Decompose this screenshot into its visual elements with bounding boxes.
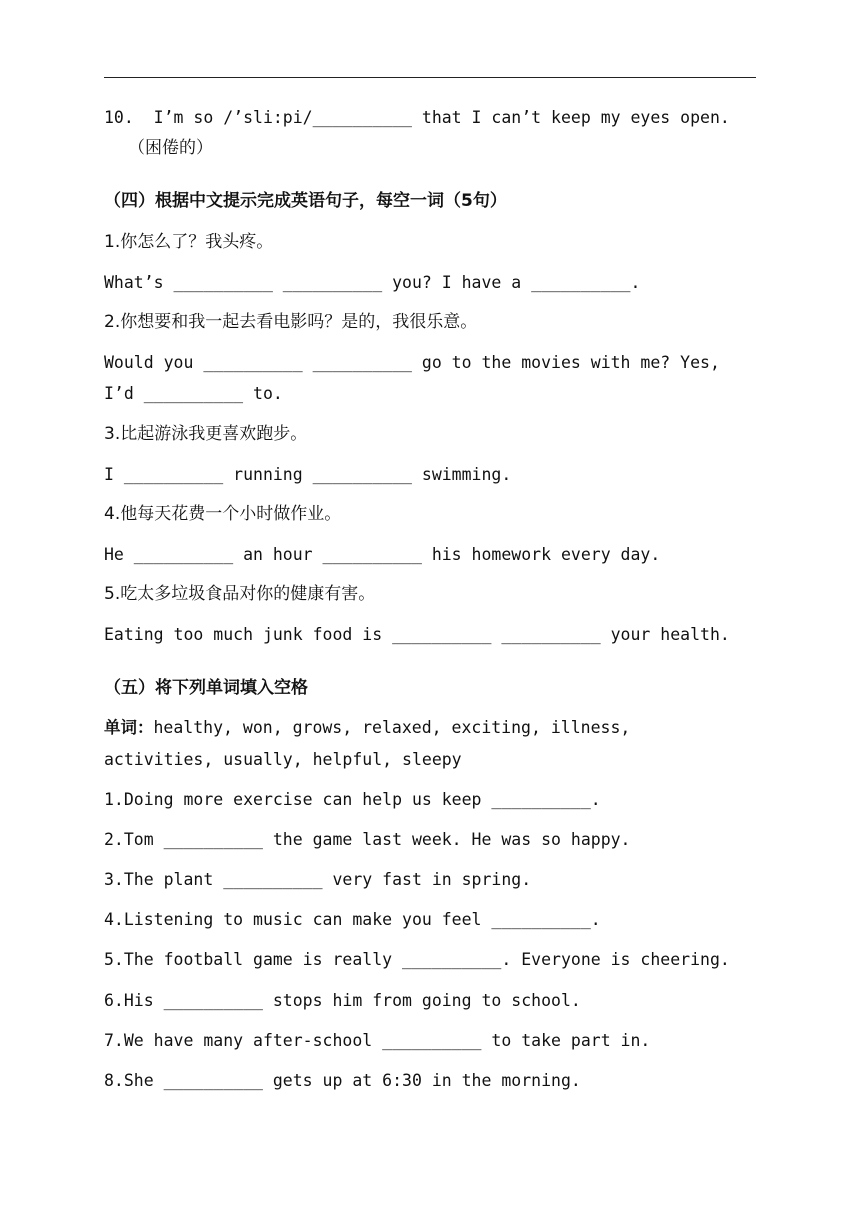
word-bank-words-1: healthy, won, grows, relaxed, exciting, illness, (153, 718, 631, 737)
question-10-hint: （困倦的） (128, 138, 213, 158)
word-bank-line-1 (104, 720, 630, 737)
s5-item-3: 3.The plant __________ very fast in spring. (104, 870, 532, 889)
s4-item-5-chinese: 5.吃太多垃圾食品对你的健康有害。 (104, 584, 376, 604)
s4-item-4-english: He __________ an hour __________ his homework every day. (104, 545, 661, 564)
word-bank-label: 单词： (104, 718, 154, 737)
s4-item-2-chinese: 2.你想要和我一起去看电影吗？是的，我很乐意。 (104, 312, 478, 332)
header-rule (104, 77, 756, 78)
s5-item-2: 2.Tom __________ the game last week. He was so happy. (104, 830, 631, 849)
s4-item-3-english: I __________ running __________ swimming. (104, 465, 512, 484)
s5-item-7: 7.We have many after-school __________ to take part in. (104, 1031, 651, 1050)
s4-item-2-english-line2: I’d __________ to. (104, 384, 283, 403)
section-4-heading: （四）根据中文提示完成英语句子，每空一词（5句） (104, 191, 507, 211)
section-5-heading: （五）将下列单词填入空格 (104, 678, 308, 698)
question-10: 10. I’m so /’sli:pi/__________ that I can’t keep my eyes open. (104, 108, 730, 127)
s5-item-6: 6.His __________ stops him from going to school. (104, 991, 581, 1010)
s5-item-4: 4.Listening to music can make you feel __________. (104, 910, 601, 929)
s4-item-1-english: What’s __________ __________ you? I have a __________. (104, 273, 641, 292)
s4-item-1-chinese: 1.你怎么了？我头疼。 (104, 232, 274, 252)
s5-item-5: 5.The football game is really __________. Everyone is cheering. (104, 950, 730, 969)
s4-item-2-english-line1: Would you __________ __________ go to the movies with me? Yes, (104, 353, 720, 372)
word-bank-line-2: activities, usually, helpful, sleepy (104, 750, 462, 769)
s5-item-1: 1.Doing more exercise can help us keep __________. (104, 790, 601, 809)
s4-item-4-chinese: 4.他每天花费一个小时做作业。 (104, 504, 342, 524)
s5-item-8: 8.She __________ gets up at 6:30 in the morning. (104, 1071, 581, 1090)
s4-item-3-chinese: 3.比起游泳我更喜欢跑步。 (104, 424, 308, 444)
s4-item-5-english: Eating too much junk food is __________ __________ your health. (104, 625, 730, 644)
